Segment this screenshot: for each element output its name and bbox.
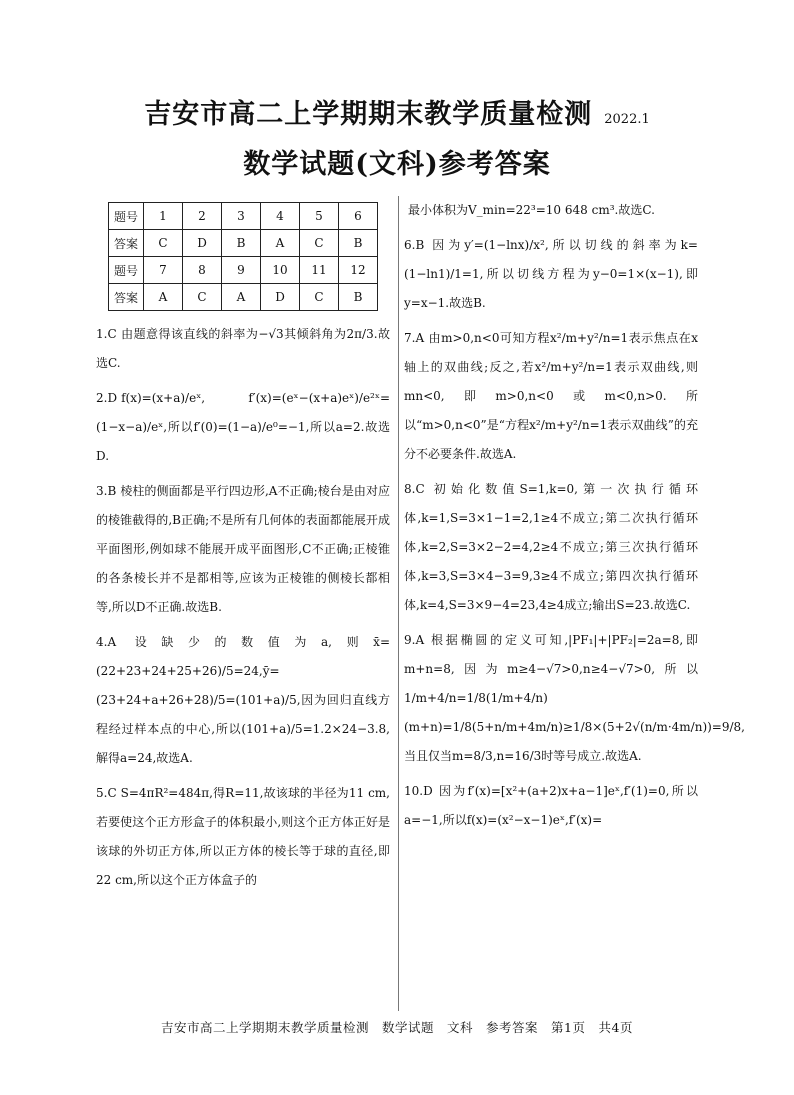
table-cell: B — [339, 284, 378, 311]
answer-key-table — [108, 202, 378, 311]
table-cell: C — [300, 230, 339, 257]
table-cell: C — [144, 230, 183, 257]
table-cell: B — [222, 230, 261, 257]
column-divider — [398, 196, 399, 1011]
solution-text: 最小体积为V_min=22³=10 648 cm³.故选C. — [408, 203, 655, 217]
table-cell: A — [261, 230, 300, 257]
table-row — [109, 257, 378, 284]
solution-text: 因为y′=(1−lnx)/x²,所以切线的斜率为k=(1−ln1)/1=1,所以切线方程为y−0=1×(x−1),即y=x−1.故选B. — [404, 238, 698, 310]
solution-number: 3.B — [96, 484, 117, 498]
exam-date: 2022.1 — [604, 112, 650, 127]
left-column — [96, 320, 390, 901]
table-cell: D — [261, 284, 300, 311]
solution-text: 由题意得该直线的斜率为−√3其倾斜角为2π/3.故选C. — [96, 327, 390, 370]
table-row — [109, 230, 378, 257]
solution-item — [404, 231, 698, 318]
table-cell: D — [183, 230, 222, 257]
solution-number: 7.A — [404, 331, 425, 345]
table-header-cell: 题号 — [109, 257, 144, 284]
table-cell: 7 — [144, 257, 183, 284]
solution-number: 4.A — [96, 635, 117, 649]
table-header-cell: 答案 — [109, 284, 144, 311]
table-cell: 1 — [144, 203, 183, 230]
table-cell: C — [183, 284, 222, 311]
solution-item — [404, 777, 698, 835]
solution-number: 6.B — [404, 238, 425, 252]
solution-number: 5.C — [96, 786, 117, 800]
table-cell: A — [222, 284, 261, 311]
solution-item — [96, 384, 390, 471]
table-cell: B — [339, 230, 378, 257]
page-subtitle: 数学试题(文科)参考答案 — [243, 149, 551, 180]
solution-item — [96, 477, 390, 622]
table-cell: 2 — [183, 203, 222, 230]
solution-number: 1.C — [96, 327, 117, 341]
solution-item — [404, 626, 745, 771]
table-cell: 9 — [222, 257, 261, 284]
table-cell: A — [144, 284, 183, 311]
solution-text: 设缺少的数值为a,则x̄=(22+23+24+25+26)/5=24,ȳ=(23+24+a+26+28)/5=(101+a)/5,因为回归直线方程经过样本点的中心,所以(101+a)/5=1.2×24−3.8,解得a=24,故选A. — [96, 635, 390, 765]
table-row — [109, 284, 378, 311]
table-row — [109, 203, 378, 230]
table-header-cell: 题号 — [109, 203, 144, 230]
page-footer: 吉安市高二上学期期末教学质量检测 数学试题 文科 参考答案 第1页 共4页 — [161, 1020, 633, 1035]
table-cell: 6 — [339, 203, 378, 230]
title-text: 吉安市高二上学期期末教学质量检测 — [144, 99, 593, 130]
solution-item — [404, 324, 698, 469]
solution-number: 2.D — [96, 391, 118, 405]
table-cell: 11 — [300, 257, 339, 284]
solution-text: 棱柱的侧面都是平行四边形,A不正确;棱台是由对应的棱锥截得的,B正确;不是所有几何体的表面都能展开成平面图形,例如球不能展开成平面图形,C不正确;正棱锥的各条棱长并不是都相等,应该为正棱锥的侧棱长都相等,所以D不正确.故选B. — [96, 484, 390, 614]
solution-number: 8.C — [404, 482, 425, 496]
solution-item — [96, 320, 390, 378]
solution-text: f(x)=(x+a)/eˣ, f′(x)=(eˣ−(x+a)eˣ)/e²ˣ=(1−x−a)/eˣ,所以f′(0)=(1−a)/e⁰=−1,所以a=2.故选D. — [96, 391, 390, 463]
solution-text: 因为f′(x)=[x²+(a+2)x+a−1]eˣ,f′(1)=0,所以a=−1,所以f(x)=(x²−x−1)eˣ,f′(x)= — [404, 784, 698, 827]
page-title — [0, 92, 794, 131]
table-header-cell: 答案 — [109, 230, 144, 257]
solution-number: 10.D — [404, 784, 433, 798]
table-cell: C — [300, 284, 339, 311]
right-column — [404, 196, 745, 841]
solution-text: 由m>0,n<0可知方程x²/m+y²/n=1表示焦点在x轴上的双曲线;反之,若x²/m+y²/n=1表示双曲线,则mn<0,即m>0,n<0或m<0,n>0.所以“m>0,n<0”是“方程x²/m+y²/n=1表示双曲线”的充分不必要条件.故选A. — [404, 331, 698, 461]
solution-text: S=4πR²=484π,得R=11,故该球的半径为11 cm,若要使这个正方形盒子的体积最小,则这个正方体正好是该球的外切正方体,所以正方体的棱长等于球的直径,即22 cm,所以这个正方体盒子的 — [96, 786, 390, 887]
table-cell: 5 — [300, 203, 339, 230]
solution-item — [404, 475, 698, 620]
table-cell: 3 — [222, 203, 261, 230]
solution-text: 初始化数值S=1,k=0,第一次执行循环体,k=1,S=3×1−1=2,1≥4不成立;第二次执行循环体,k=2,S=3×2−2=4,2≥4不成立;第三次执行循环体,k=3,S=3×4−3=9,3≥4不成立;第四次执行循环体,k=4,S=3×9−4=23,4≥4成立;输出S=23.故选C. — [404, 482, 698, 612]
solution-text: 根据椭圆的定义可知,|PF₁|+|PF₂|=2a=8,即m+n=8,因为m≥4−√7>0,n≥4−√7>0,所以1/m+4/n=1/8(1/m+4/n)(m+n)=1/8(5+n/m+4m/n)≥1/8×(5+2√(n/m·4m/n))=9/8,当且仅当m=8/3,n=16/3时等号成立.故选A. — [404, 633, 745, 763]
table-cell: 12 — [339, 257, 378, 284]
solution-item — [404, 196, 698, 225]
solution-number: 9.A — [404, 633, 425, 647]
table-cell: 10 — [261, 257, 300, 284]
solution-item — [96, 779, 390, 895]
table-cell: 8 — [183, 257, 222, 284]
solution-item — [96, 628, 390, 773]
table-cell: 4 — [261, 203, 300, 230]
